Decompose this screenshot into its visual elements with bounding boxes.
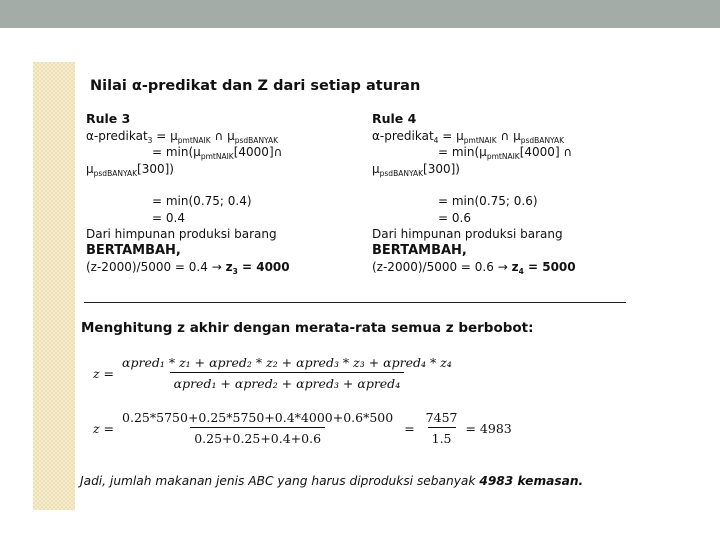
rule-3-set-name: BERTAMBAH, <box>86 242 181 258</box>
cont-sub: psdBANYAK <box>379 168 424 178</box>
alpha-label: α-predikat <box>86 128 148 143</box>
simplified-denominator: 1.5 <box>428 427 456 446</box>
formula-numerator: αpred₁ * z₁ + αpred₂ * z₂ + αpred₃ * z₃ + αpred₄ * z₄ <box>122 355 452 370</box>
equals-sign: = <box>404 420 415 436</box>
z-calc: (z-2000)/5000 = 0.6 <box>372 260 494 274</box>
decorative-side-strip <box>33 62 75 510</box>
conclusion <box>80 474 583 488</box>
slide-title: Nilai α-predikat dan Z dari setiap aturan <box>90 78 421 94</box>
min-val: [4000] ∩ <box>519 145 573 159</box>
formula-fraction-simplified <box>422 410 462 446</box>
conclusion-highlight: 4983 kemasan. <box>479 474 584 488</box>
min-open: = min(μ <box>438 145 487 159</box>
rule-4-column <box>372 111 642 276</box>
z-value: = 4000 <box>242 260 290 274</box>
z-label: z <box>511 260 519 274</box>
formula-fraction-main <box>118 410 397 446</box>
rule-4-set-text: Dari himpunan produksi barang <box>372 227 563 241</box>
formula-denominator: αpred₁ + αpred₂ + αpred₃ + αpred₄ <box>170 372 405 391</box>
mu2-sub: psdBANYAK <box>520 135 565 145</box>
rule-4-z-line <box>372 259 642 276</box>
simplified-numerator: 7457 <box>425 410 458 425</box>
rule-4-heading: Rule 4 <box>372 111 417 126</box>
cont-val: [300]) <box>423 161 460 176</box>
formula-fraction <box>118 355 456 391</box>
mu1-sub: pmtNAIK <box>463 135 497 145</box>
conclusion-text: Jadi, jumlah makanan jenis ABC yang harus diproduksi sebanyak <box>80 474 476 488</box>
rule-3-z-line <box>86 259 356 276</box>
cap-mu: ∩ μ <box>210 128 235 143</box>
alpha-sub: 3 <box>147 135 153 145</box>
arrow-right-icon: → <box>211 260 222 274</box>
cont-sub: psdBANYAK <box>93 168 138 178</box>
rule-3-heading: Rule 3 <box>86 111 131 126</box>
rule-4-result: = 0.6 <box>438 210 471 225</box>
formula-result: = 4983 <box>465 420 512 436</box>
alpha-label: α-predikat <box>372 128 434 143</box>
alpha-sub: 4 <box>433 135 439 145</box>
rule-4-alpha-line <box>372 128 642 145</box>
z-label: z <box>225 260 233 274</box>
z-calc: (z-2000)/5000 = 0.4 <box>86 260 208 274</box>
cont-val: [300]) <box>137 161 174 176</box>
rule-3-min-line <box>86 144 356 161</box>
eq-mu: = μ <box>442 128 464 143</box>
eq-mu: = μ <box>156 128 178 143</box>
formula-general <box>93 355 460 391</box>
rule-3-cont-line <box>86 161 356 178</box>
min-open: = min(μ <box>152 145 201 159</box>
rule-3-set-text: Dari himpunan produksi barang <box>86 227 277 241</box>
z-sub: 4 <box>518 267 524 276</box>
formula-lhs: z = <box>93 420 115 436</box>
section-title: Menghitung z akhir dengan merata-rata semua z berbobot: <box>81 320 534 336</box>
formula-lhs: z = <box>93 365 115 381</box>
min-val: [4000]∩ <box>233 145 283 159</box>
mu1-sub: pmtNAIK <box>177 135 211 145</box>
top-bar <box>0 0 720 28</box>
min-sub: pmtNAIK <box>200 152 234 161</box>
rule-3-alpha-line <box>86 128 356 145</box>
cap-mu: ∩ μ <box>496 128 521 143</box>
cont-mu: μ <box>372 161 380 176</box>
formula-denominator: 0.25+0.25+0.4+0.6 <box>190 427 325 446</box>
rule-4-min-values: = min(0.75; 0.6) <box>438 194 538 208</box>
rule-4-min-line <box>372 144 642 161</box>
rule-3-min-values: = min(0.75; 0.4) <box>152 194 252 208</box>
z-value: = 5000 <box>528 260 576 274</box>
cont-mu: μ <box>86 161 94 176</box>
rule-4-cont-line <box>372 161 642 178</box>
rule-4-set-name: BERTAMBAH, <box>372 242 467 258</box>
rule-3-column <box>86 111 356 276</box>
rule-3-result: = 0.4 <box>152 210 185 225</box>
mu2-sub: psdBANYAK <box>234 135 279 145</box>
arrow-right-icon: → <box>497 260 508 274</box>
z-sub: 3 <box>232 267 238 276</box>
min-sub: pmtNAIK <box>486 152 520 161</box>
section-divider <box>84 302 626 303</box>
formula-numeric <box>93 410 512 446</box>
formula-numerator: 0.25*5750+0.25*5750+0.4*4000+0.6*500 <box>122 410 394 425</box>
